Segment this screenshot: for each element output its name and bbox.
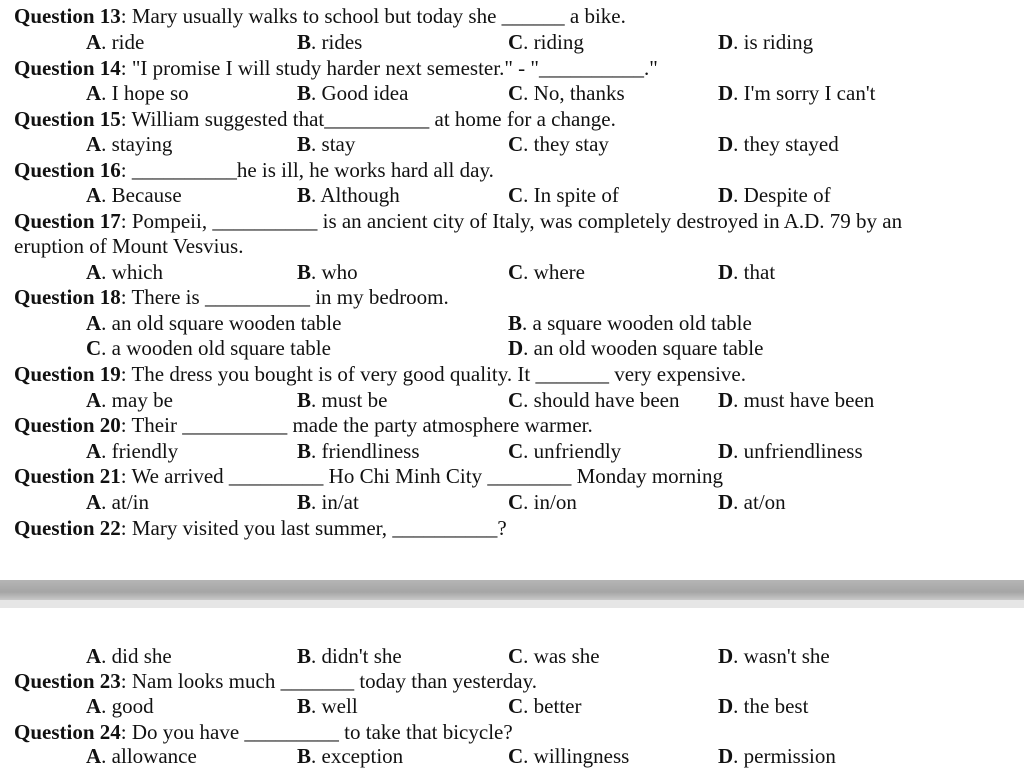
option-c[interactable]: C. unfriendly <box>508 439 622 463</box>
answer-blank: ______ <box>501 4 565 28</box>
option-a[interactable]: A. an old square wooden table <box>86 311 342 335</box>
option-a[interactable]: A. ride <box>86 30 145 54</box>
option-c[interactable]: C. they stay <box>508 132 609 156</box>
options-row <box>0 644 1024 669</box>
option-a[interactable]: A. allowance <box>86 744 197 768</box>
answer-blank: _______ <box>280 669 355 693</box>
option-d[interactable]: D. that <box>718 260 776 284</box>
question-13 <box>14 4 1018 29</box>
option-b[interactable]: B. Although <box>297 183 400 207</box>
option-a[interactable]: A. friendly <box>86 439 179 463</box>
option-b[interactable]: B. must be <box>297 388 388 412</box>
question-20 <box>14 413 1018 438</box>
question-text-end: today than yesterday. <box>354 669 538 693</box>
options-row <box>0 132 1024 157</box>
option-b[interactable]: B. didn't she <box>297 644 402 668</box>
options-row <box>0 311 1024 336</box>
question-label: Question 22 <box>14 516 121 540</box>
question-15 <box>14 107 1018 132</box>
question-text: : Mary visited you last summer, <box>120 516 393 540</box>
question-24 <box>14 720 1018 745</box>
option-b[interactable]: B. exception <box>297 744 404 768</box>
question-label: Question 19 <box>14 362 121 386</box>
option-b[interactable]: B. stay <box>297 132 356 156</box>
option-b[interactable]: B. a square wooden old table <box>508 311 752 335</box>
answer-blank: __________ <box>212 209 318 233</box>
option-a[interactable]: A. may be <box>86 388 173 412</box>
question-text-end: very expensive. <box>608 362 747 386</box>
question-text-end: is an ancient city of Italy, was completely destroyed in A.D. 79 by an <box>317 209 903 233</box>
option-c[interactable]: C. a wooden old square table <box>86 336 331 360</box>
question-text-end: at home for a change. <box>429 107 616 131</box>
page-break-divider <box>0 580 1024 600</box>
option-b[interactable]: B. Good idea <box>297 81 409 105</box>
question-text: : "I promise I will study harder next semester." - " <box>120 56 539 80</box>
question-label: Question 16 <box>14 158 121 182</box>
question-label: Question 18 <box>14 285 121 309</box>
option-a[interactable]: A. at/in <box>86 490 149 514</box>
question-text-mid: Ho Chi Minh City <box>323 464 488 488</box>
options-row <box>0 388 1024 413</box>
answer-blank: _______ <box>535 362 609 386</box>
question-text: : Pompeii, <box>120 209 213 233</box>
question-label: Question 15 <box>14 107 121 131</box>
question-17-continuation <box>14 234 1018 259</box>
question-text-end: in my bedroom. <box>309 285 449 309</box>
option-b[interactable]: B. friendliness <box>297 439 420 463</box>
question-label: Question 13 <box>14 4 121 28</box>
option-d[interactable]: D. they stayed <box>718 132 839 156</box>
options-row <box>0 260 1024 285</box>
option-b[interactable]: B. in/at <box>297 490 359 514</box>
question-text-end: ? <box>497 516 507 540</box>
option-a[interactable]: A. Because <box>86 183 182 207</box>
question-16 <box>14 158 1018 183</box>
option-c[interactable]: C. better <box>508 694 582 718</box>
question-text: : <box>120 158 132 182</box>
options-row <box>0 336 1024 361</box>
option-d[interactable]: D. I'm sorry I can't <box>718 81 876 105</box>
option-a[interactable]: A. did she <box>86 644 172 668</box>
option-c[interactable]: C. in/on <box>508 490 577 514</box>
option-d[interactable]: D. wasn't she <box>718 644 830 668</box>
option-c[interactable]: C. was she <box>508 644 600 668</box>
question-label: Question 17 <box>14 209 121 233</box>
question-21 <box>14 464 1018 489</box>
question-text-end: a bike. <box>564 4 626 28</box>
option-a[interactable]: A. I hope so <box>86 81 189 105</box>
question-text-end: ." <box>643 56 658 80</box>
question-text: : Their <box>120 413 183 437</box>
option-d[interactable]: D. the best <box>718 694 809 718</box>
answer-blank: __________ <box>131 158 237 182</box>
question-text: : We arrived <box>120 464 229 488</box>
answer-blank: __________ <box>182 413 288 437</box>
answer-blank: _________ <box>244 720 339 744</box>
option-c[interactable]: C. where <box>508 260 585 284</box>
question-text: : Nam looks much <box>120 669 281 693</box>
question-19 <box>14 362 1018 387</box>
question-18 <box>14 285 1018 310</box>
question-17 <box>14 209 1018 234</box>
options-row <box>0 30 1024 55</box>
option-b[interactable]: B. well <box>297 694 358 718</box>
option-c[interactable]: C. No, thanks <box>508 81 625 105</box>
question-label: Question 21 <box>14 464 121 488</box>
option-b[interactable]: B. rides <box>297 30 363 54</box>
question-text-continuation: eruption of Mount Vesvius. <box>14 234 244 258</box>
question-23 <box>14 669 1018 694</box>
option-d[interactable]: D. an old wooden square table <box>508 336 764 360</box>
option-a[interactable]: A. which <box>86 260 163 284</box>
options-row <box>0 81 1024 106</box>
answer-blank: _________ <box>228 464 324 488</box>
question-text: : Do you have <box>120 720 245 744</box>
question-text-end: to take that bicycle? <box>338 720 513 744</box>
option-c[interactable]: C. should have been <box>508 388 680 412</box>
option-d[interactable]: D. is riding <box>718 30 814 54</box>
answer-blank-2: ________ <box>487 464 572 488</box>
question-text: : William suggested that <box>120 107 325 131</box>
option-d[interactable]: D. unfriendliness <box>718 439 863 463</box>
question-label: Question 24 <box>14 720 121 744</box>
question-text: : There is <box>120 285 205 309</box>
option-b[interactable]: B. who <box>297 260 358 284</box>
option-d[interactable]: D. must have been <box>718 388 875 412</box>
question-text-end: Monday morning <box>571 464 724 488</box>
options-row <box>0 694 1024 719</box>
option-a[interactable]: A. good <box>86 694 154 718</box>
question-22 <box>14 516 1018 541</box>
option-c[interactable]: C. willingness <box>508 744 630 768</box>
options-row <box>0 744 1024 769</box>
answer-blank: __________ <box>538 56 644 80</box>
option-c[interactable]: C. riding <box>508 30 584 54</box>
option-d[interactable]: D. permission <box>718 744 836 768</box>
answer-blank: __________ <box>204 285 310 309</box>
options-row <box>0 183 1024 208</box>
option-d[interactable]: D. at/on <box>718 490 786 514</box>
question-text: : Mary usually walks to school but today she <box>120 4 502 28</box>
option-d[interactable]: D. Despite of <box>718 183 831 207</box>
option-c[interactable]: C. In spite of <box>508 183 619 207</box>
question-label: Question 23 <box>14 669 121 693</box>
options-row <box>0 490 1024 515</box>
answer-blank: __________ <box>392 516 498 540</box>
options-row <box>0 439 1024 464</box>
question-label: Question 14 <box>14 56 121 80</box>
answer-blank: __________ <box>324 107 430 131</box>
option-a[interactable]: A. staying <box>86 132 173 156</box>
question-text-end: he is ill, he works hard all day. <box>236 158 494 182</box>
question-14 <box>14 56 1018 81</box>
question-text-end: made the party atmosphere warmer. <box>287 413 593 437</box>
question-label: Question 20 <box>14 413 121 437</box>
page-break-shadow <box>0 600 1024 608</box>
question-text: : The dress you bought is of very good quality. It <box>120 362 536 386</box>
